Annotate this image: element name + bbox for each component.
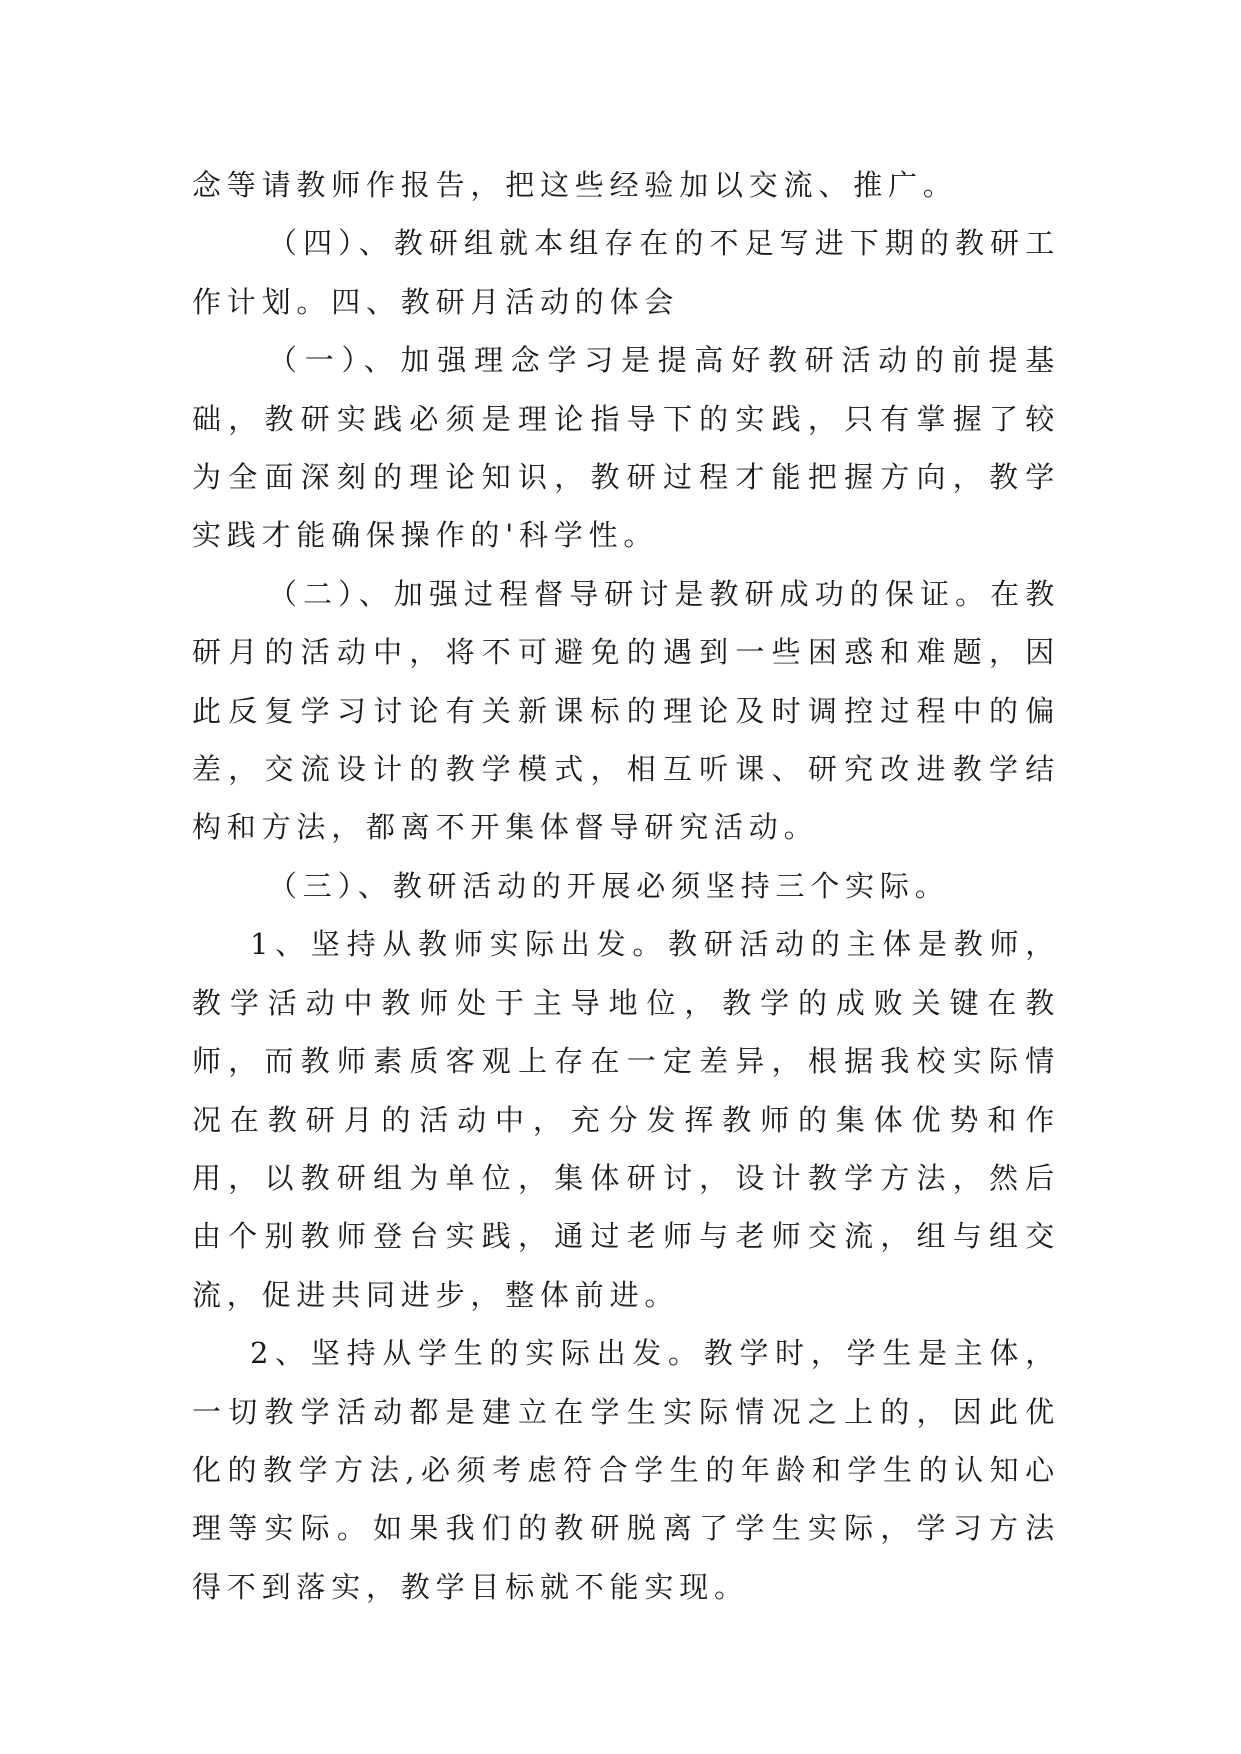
- paragraph-experience-two: （二）、加强过程督导研讨是教研成功的保证。在教研月的活动中，将不可避免的遇到一些困惑和难题，因此反复学习讨论有关新课标的理论及时调控过程中的偏差，交流设计的教学模式，相互听课、研究改进教学结构和方法，都离不开集体督导研究活动。: [192, 576, 1060, 845]
- paragraph-point-one: 1、坚持从教师实际出发。教研活动的主体是教师，教学活动中教师处于主导地位，教学的成败关键在教师，而教师素质客观上存在一定差异，根据我校实际情况在教研月的活动中，充分发挥教师的集体优势和作用，以教研组为单位，集体研讨，设计教学方法，然后由个别教师登台实践，通过老师与老师交流，组与组交流，促进共同进步，整体前进。: [192, 927, 1060, 1312]
- paragraph-continuation: 念等请教师作报告，把这些经验加以交流、推广。: [192, 168, 958, 202]
- document-body: [192, 156, 1060, 1616]
- paragraph-point-two: 2、坚持从学生的实际出发。教学时，学生是主体，一切教学活动都是建立在学生实际情况之上的，因此优化的教学方法,必须考虑符合学生的年龄和学生的认知心理等实际。如果我们的教研脱离了学生实际，学习方法得不到落实，教学目标就不能实现。: [192, 1336, 1060, 1604]
- paragraph-section-four: （四）、教研组就本组存在的不足写进下期的教研工作计划。四、教研月活动的体会: [192, 226, 1060, 319]
- paragraph-experience-one: （一）、加强理念学习是提高好教研活动的前提基础，教研实践必须是理论指导下的实践，只有掌握了较为全面深刻的理论知识，教研过程才能把握方向，教学实践才能确保操作的'科学性。: [192, 343, 1060, 553]
- paragraph-experience-three: （三）、教研活动的开展必须坚持三个实际。: [268, 868, 950, 903]
